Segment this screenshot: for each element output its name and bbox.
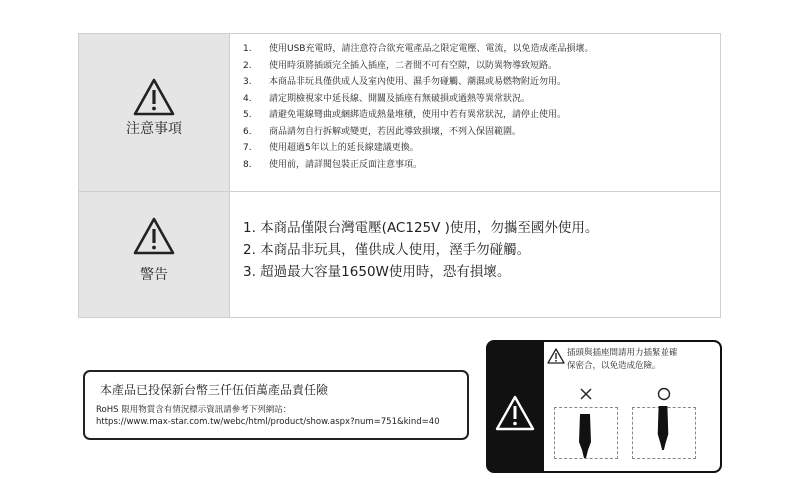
list-item: 1. 本商品僅限台灣電壓(AC125V )使用，勿攜至國外使用。	[243, 220, 599, 236]
plug-notice-content	[544, 342, 720, 471]
plug-notice-line2: 保密合，以免造成危險。	[567, 361, 661, 371]
list-item: 6. 商品請勿自行拆解或變更，若因此導致損壞，不列入保固範圍。	[243, 126, 522, 137]
warnings-label-cell	[79, 192, 229, 317]
list-item: 7. 使用超過5年以上的延長線建議更換。	[243, 143, 419, 153]
cautions-label-cell	[79, 34, 229, 191]
warnings-row	[79, 192, 720, 317]
plug-notice-line1: 插頭與插座間請用力插緊並確	[567, 348, 678, 358]
warning-table	[78, 33, 721, 318]
tight-plug-illustration	[632, 407, 696, 459]
warnings-list	[243, 217, 598, 283]
rohs-note	[96, 404, 440, 428]
list-item: 3. 本商品非玩具僅供成人及室內使用、濕手勿碰觸、潮濕或易燃物附近勿用。	[243, 77, 567, 87]
loose-plug-illustration	[554, 407, 618, 459]
rohs-url: https://www.max-star.com.tw/webc/html/product/show.aspx?num=751&kind=40	[96, 417, 440, 427]
list-item: 5. 請避免電線彎曲或綑綁造成熱量堆積，使用中若有異常狀況，請停止使用。	[243, 110, 567, 120]
insurance-box	[83, 370, 469, 440]
cautions-label: 注意事項	[126, 121, 182, 137]
warning-triangle-icon	[133, 217, 175, 255]
list-item: 1. 使用USB充電時，請注意符合欲充電產品之限定電壓、電流，以免造成產品損壞。	[243, 44, 594, 54]
warning-triangle-icon	[133, 78, 175, 116]
insurance-title: 本產品已投保新台幣三仟伍佰萬產品責任險	[100, 383, 329, 397]
cross-mark-icon	[579, 387, 593, 401]
warnings-content	[229, 192, 720, 317]
rohs-line: RoHS 限用物質含有情況標示資訊請參考下列網站：	[96, 405, 292, 415]
list-item: 2. 使用時須將插頭完全插入插座，二者間不可有空隙，以防異物導致短路。	[243, 60, 558, 71]
list-item: 8. 使用前，請詳閱包裝正反面注意事項。	[243, 159, 423, 170]
warnings-label: 警告	[140, 267, 168, 283]
warning-triangle-icon	[547, 348, 565, 364]
cautions-list	[243, 41, 593, 173]
list-item: 2. 本商品非玩具，僅供成人使用，溼手勿碰觸。	[243, 242, 531, 258]
circle-mark-icon	[657, 387, 671, 401]
list-item: 4. 請定期檢視家中延長線、開關及插座有無破損或過熱等異常狀況。	[243, 93, 531, 104]
plug-icon	[577, 414, 593, 458]
cautions-content	[229, 34, 720, 191]
warning-triangle-icon	[495, 395, 535, 431]
cautions-row	[79, 34, 720, 192]
plug-notice-text	[567, 347, 678, 373]
list-item: 3. 超過最大容量1650W使用時，恐有損壞。	[243, 264, 511, 280]
plug-notice-panel	[486, 340, 722, 473]
plug-icon	[655, 406, 671, 450]
